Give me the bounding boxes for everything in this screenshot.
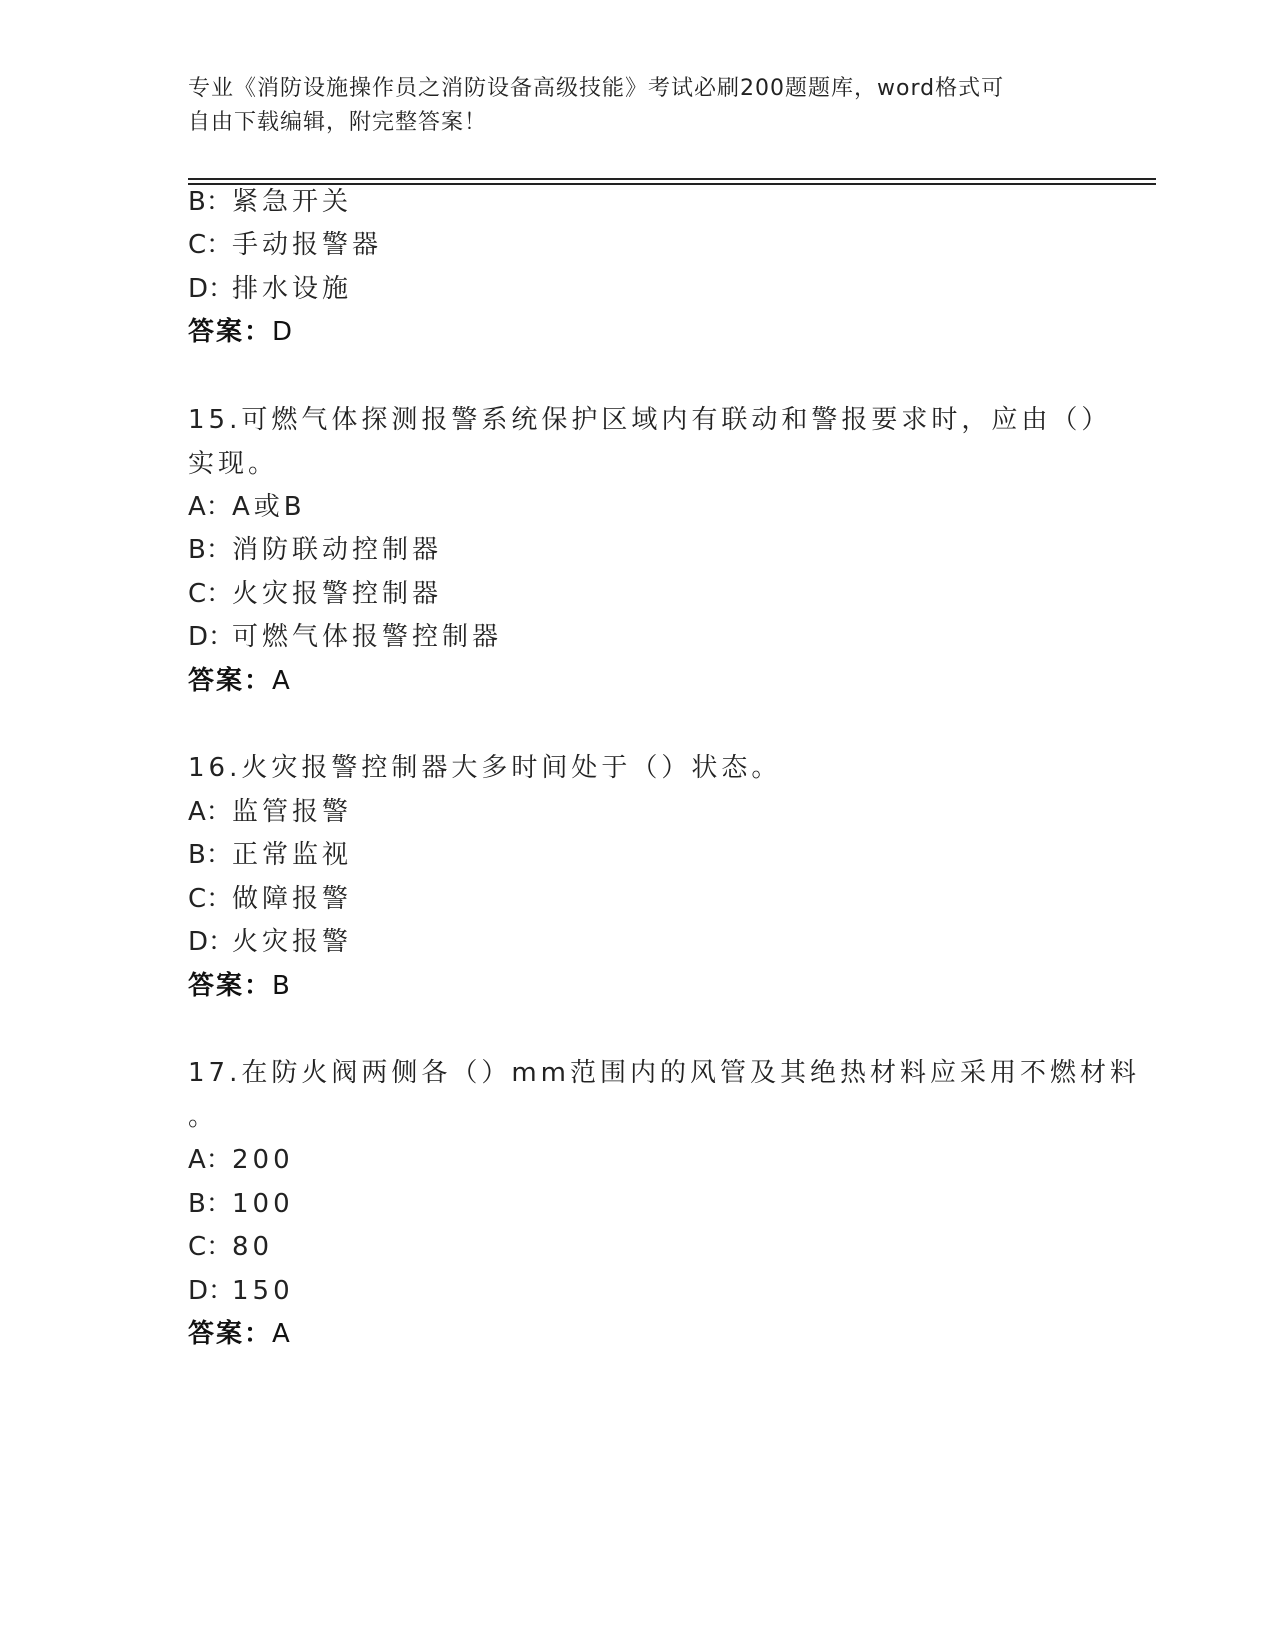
answer-value: A [272,1319,292,1349]
option-text: 可燃气体报警控制器 [232,622,503,652]
option-text: 100 [232,1189,294,1219]
option-key: B： [188,1189,232,1219]
q16-option-b [188,838,352,872]
option-key: D： [188,1276,235,1306]
option-key: C： [188,884,233,914]
q17-option-d [188,1274,294,1308]
q15-stem-line-2: 实现。 [188,449,279,479]
q17-option-c [188,1230,273,1264]
option-text: 手动报警器 [232,230,383,260]
q16-answer [188,969,292,1003]
option-text: 紧急开关 [232,187,353,217]
option-text: 监管报警 [232,797,353,827]
answer-label: 答案： [188,317,273,347]
header-divider-top [188,178,1156,180]
q16-option-a [188,795,352,829]
option-text: 150 [232,1276,294,1306]
q17-option-a [188,1143,294,1177]
option-key: C： [188,230,233,260]
option-key: B： [188,840,232,870]
q15-stem-line-1: 15.可燃气体探测报警系统保护区域内有联动和警报要求时，应由（） [188,405,1112,435]
option-key: D： [188,927,235,957]
q16-option-d [188,925,352,959]
q14-option-b [188,185,352,219]
document-header [188,72,1068,140]
option-key: D： [188,622,235,652]
q15-option-c [188,577,442,611]
option-key: D： [188,274,235,304]
option-text: 200 [232,1145,294,1175]
q16-option-c [188,882,352,916]
option-text: 80 [232,1232,274,1262]
q14-answer [188,315,294,349]
option-key: A： [188,1145,232,1175]
option-key: C： [188,579,233,609]
q17-option-b [188,1187,294,1221]
q15-option-d [188,620,502,654]
answer-value: A [272,666,292,696]
answer-label: 答案： [188,971,273,1001]
option-key: B： [188,187,232,217]
q15-option-a [188,490,306,524]
header-line-1: 专业《消防设施操作员之消防设备高级技能》考试必刷200题题库，word格式可 [188,76,1005,101]
q16-stem-line-1: 16.火灾报警控制器大多时间处于（）状态。 [188,753,782,783]
option-key: A： [188,492,232,522]
q14-option-d [188,272,352,306]
option-text: 正常监视 [232,840,353,870]
option-key: C： [188,1232,233,1262]
q17-stem-line-1: 17.在防火阀两侧各（）mm范围内的风管及其绝热材料应采用不燃材料 [188,1058,1141,1088]
answer-value: D [272,317,295,347]
option-key: A： [188,797,232,827]
option-text: 火灾报警控制器 [232,579,443,609]
q15-answer [188,664,292,698]
answer-label: 答案： [188,1319,273,1349]
q14-option-c [188,228,382,262]
option-text: 消防联动控制器 [232,535,443,565]
q15-option-b [188,533,442,567]
option-text: 火灾报警 [232,927,353,957]
option-text: 做障报警 [232,884,353,914]
q17-stem-line-2: 。 [188,1102,219,1132]
option-text: A或B [232,492,306,522]
option-key: B： [188,535,232,565]
option-text: 排水设施 [232,274,353,304]
answer-label: 答案： [188,666,273,696]
header-line-2: 自由下载编辑，附完整答案！ [188,110,488,135]
answer-value: B [272,971,292,1001]
q17-answer [188,1317,292,1351]
